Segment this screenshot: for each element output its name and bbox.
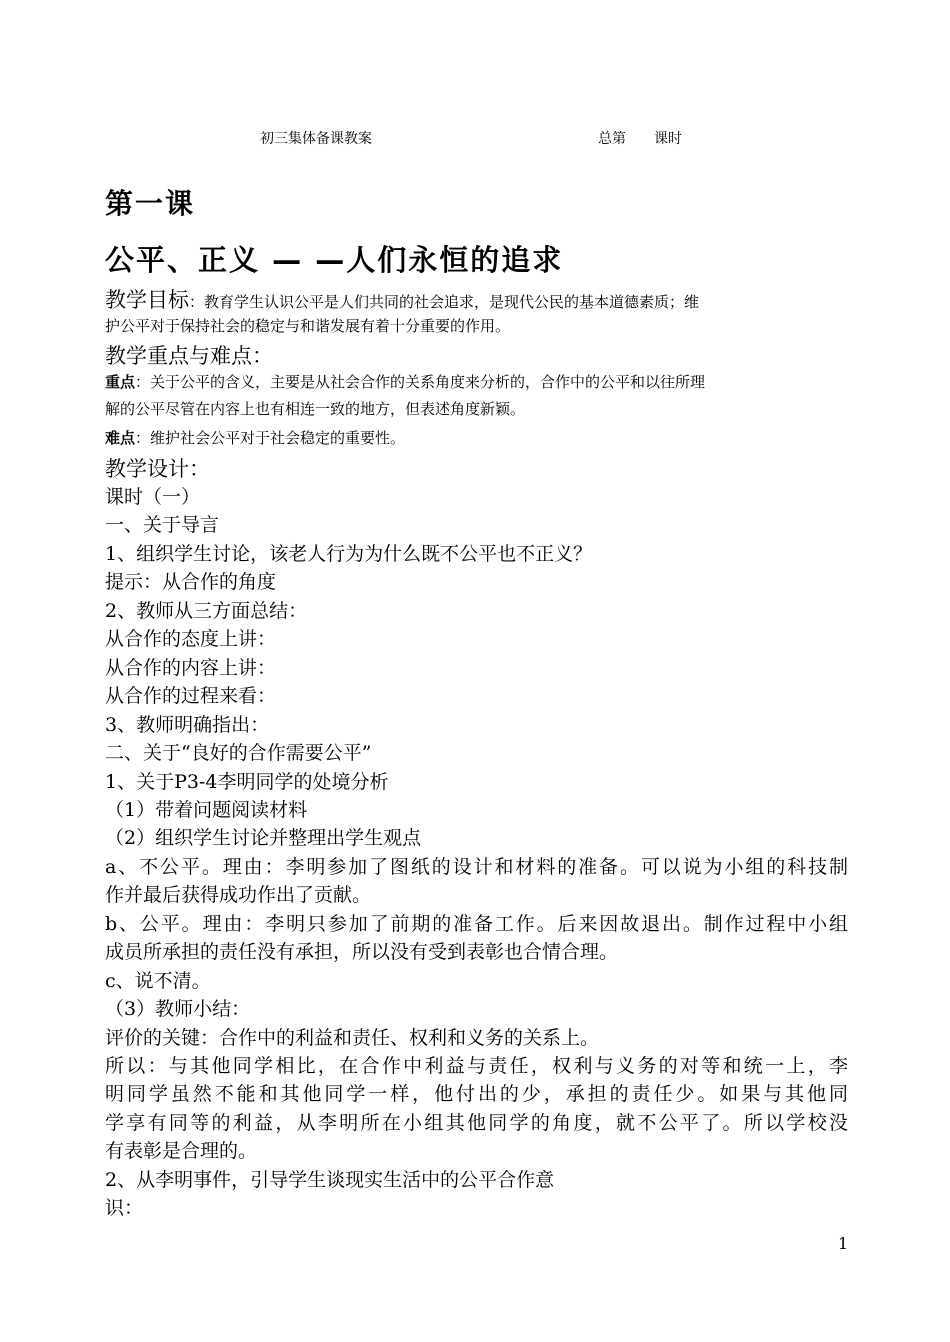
body-line: 1、组织学生讨论，该老人行为为什么既不公平也不正义？ bbox=[105, 542, 593, 565]
body-line: （1）带着问题阅读材料 bbox=[105, 798, 308, 821]
body-line: b、公平。理由：李明只参加了前期的准备工作。后来因故退出。制作过程中小组 bbox=[105, 912, 848, 935]
header-right: 总第 课时 bbox=[598, 131, 682, 147]
goals-line-1 bbox=[105, 284, 699, 314]
body-line: （2）组织学生讨论并整理出学生观点 bbox=[105, 827, 422, 850]
body-line: 有表彰是合理的。 bbox=[105, 1140, 258, 1163]
body-line: 所以：与其他同学相比，在合作中利益与责任，权利与义务的对等和统一上，李 bbox=[105, 1055, 848, 1077]
body-line: 成员所承担的责任没有承担，所以没有受到表彰也合情合理。 bbox=[105, 941, 619, 964]
keypoints-heading: 教学重点与难点： bbox=[105, 344, 273, 368]
difficult-label: 难点 bbox=[105, 429, 136, 447]
body-line: c、说不清。 bbox=[105, 969, 211, 992]
body-line: 明同学虽然不能和其他同学一样，他付出的少，承担的责任少。如果与其他同 bbox=[105, 1083, 848, 1106]
body-line: 从合作的态度上讲： bbox=[105, 628, 277, 651]
body-line: 从合作的过程来看： bbox=[105, 685, 277, 708]
body-line: 一、关于导言 bbox=[105, 514, 220, 537]
goals-colon: ： bbox=[189, 293, 205, 311]
goals-text-1: 教育学生认识公平是人们共同的社会追求，是现代公民的基本道德素质；维 bbox=[204, 293, 700, 311]
goals-label: 教学目标 bbox=[105, 288, 189, 312]
key-text-2: 解的公平尽管在内容上也有相连一致的地方，但表述角度新颖。 bbox=[105, 400, 526, 418]
body-line: 3、教师明确指出： bbox=[105, 713, 270, 736]
body-line: 评价的关键：合作中的利益和责任、权利和义务的关系上。 bbox=[105, 1026, 600, 1049]
difficult-line bbox=[105, 427, 405, 448]
key-line-1 bbox=[105, 371, 705, 392]
body-line: 学享有同等的利益，从李明所在小组其他同学的角度，就不公平了。所以学校没 bbox=[105, 1111, 848, 1134]
key-text-1: ：关于公平的含义，主要是从社会合作的关系角度来分析的，合作中的公平和以往所理 bbox=[135, 373, 706, 391]
header-left: 初三集体备课教案 bbox=[260, 131, 372, 147]
body-line: a、不公平。理由：李明参加了图纸的设计和材料的准备。可以说为小组的科技制 bbox=[105, 855, 848, 878]
key-label: 重点 bbox=[105, 373, 136, 391]
page-number: 1 bbox=[838, 1234, 849, 1253]
goals-text-2: 护公平对于保持社会的稳定与和谐发展有着十分重要的作用。 bbox=[105, 317, 511, 335]
body-line: （3）教师小结： bbox=[105, 998, 251, 1021]
body-line: 作并最后获得成功作出了贡献。 bbox=[105, 884, 372, 907]
body-line: 课时（一） bbox=[105, 486, 201, 508]
body-line: 1、关于P3-4李明同学的处境分析 bbox=[105, 770, 389, 793]
body-line: 提示：从合作的角度 bbox=[105, 571, 277, 594]
body-line: 2、教师从三方面总结： bbox=[105, 599, 308, 622]
body-line: 识： bbox=[105, 1197, 144, 1220]
body-line: 二、关于“良好的合作需要公平” bbox=[105, 742, 372, 765]
design-heading: 教学设计： bbox=[105, 457, 210, 481]
body-line: 2、从李明事件，引导学生谈现实生活中的公平合作意 bbox=[105, 1168, 555, 1191]
lesson-title: 公平、正义 — —人们永恒的追求 bbox=[105, 243, 564, 277]
body-line: 从合作的内容上讲： bbox=[105, 656, 277, 679]
lesson-number: 第一课 bbox=[105, 187, 196, 220]
difficult-text: ：维护社会公平对于社会稳定的重要性。 bbox=[135, 429, 406, 447]
